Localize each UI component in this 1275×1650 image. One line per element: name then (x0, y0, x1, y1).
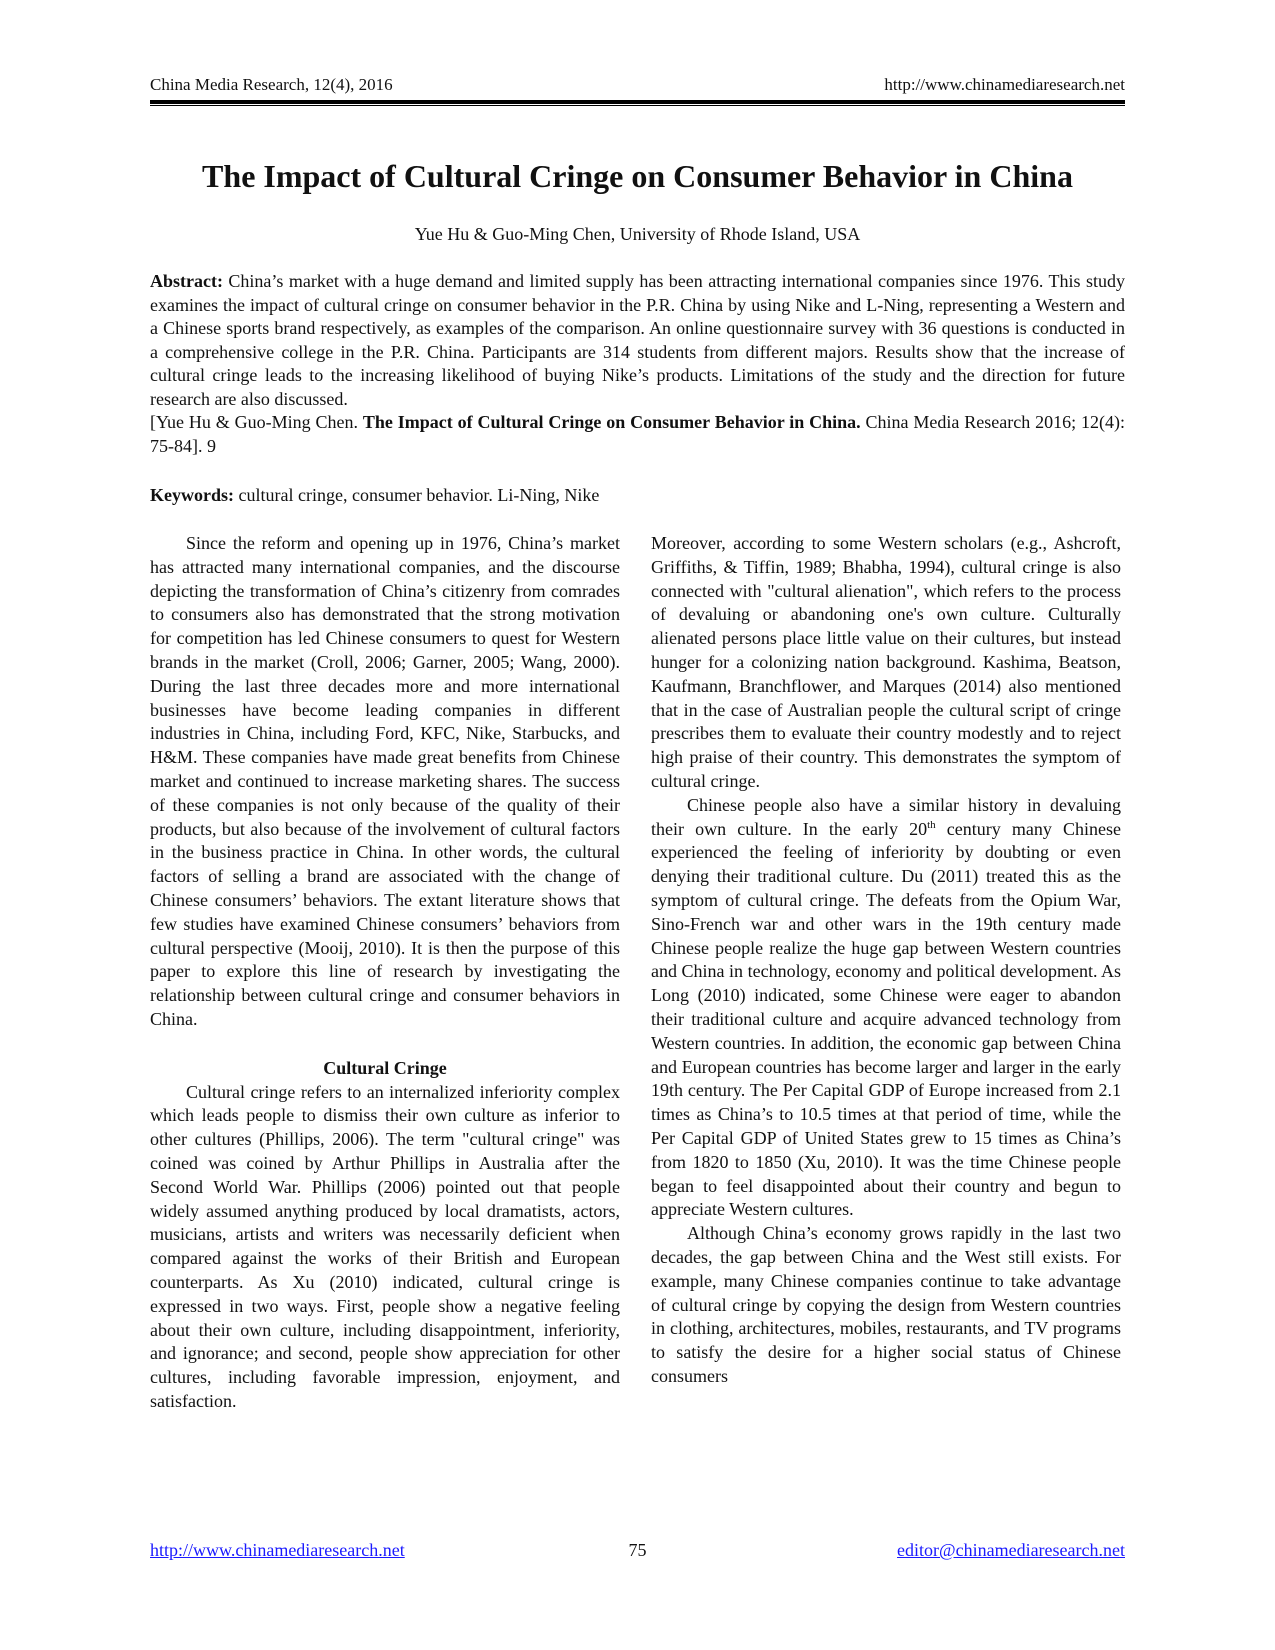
abstract-text: China’s market with a huge demand and limited supply has been attracting international companies since 1976. This study examines the impact of cultural cringe on consumer behavior in the P.R. China by using Nike and L-Ning, representing a Western and a Chinese sports brand respectively, as examples of the comparison. An online questionnaire survey with 36 questions is conducted in a comprehensive college in the P.R. China. Participants are 314 students from different majors. Results show that the increase of cultural cringe leads to the increasing likelihood of buying Nike’s products. Limitations of the study and the direction for future research are also discussed. (150, 271, 1125, 409)
journal-issue: China Media Research, 12(4), 2016 (150, 75, 393, 94)
right-column (651, 532, 1121, 1389)
abstract-block (150, 270, 1125, 458)
paper-title: The Impact of Cultural Cringe on Consumer Behavior in China (202, 158, 1073, 194)
running-header (150, 74, 1125, 100)
footer-website-link[interactable]: http://www.chinamediaresearch.net (150, 1540, 405, 1560)
paragraph-text: century many Chinese experienced the feeling of inferiority by doubting or even denying their traditional culture. Du (2011) treated this as the symptom of cultural cringe. The defeats from the Opium War, Sino-French war and other wars in the 19th century made Chinese people realize the huge gap between Western countries and China in technology, economy and political development. As Long (2010) indicated, some Chinese were eager to abandon their traditional culture and acquire advanced technology from Western countries. In addition, the economic gap between China and European countries has become larger and larger in the early 19th century. The Per Capital GDP of Europe increased from 2.1 times as China’s to 10.5 times at that period of time, while the Per Capital GDP of United States grew to 15 times as China’s from 1820 to 1850 (Xu, 2010). It was the time Chinese people began to feel disappointed about their country and begun to appreciate Western cultures. (651, 818, 1121, 1220)
author-line: Yue Hu & Guo-Ming Chen, University of Rhode Island, USA (414, 224, 861, 244)
abstract-paragraph (150, 270, 1125, 411)
header-rule (150, 100, 1125, 106)
paragraph-text: Chinese people also have a similar history in devaluing their own culture. In the early 20 (651, 794, 1121, 839)
keywords-text: cultural cringe, consumer behavior. Li-Ning, Nike (234, 485, 600, 505)
citation-line (150, 411, 1125, 458)
body-paragraph: Since the reform and opening up in 1976, China’s market has attracted many international companies, and the discourse depicting the transformation of China’s citizenry from comrades to consumers also has demonstrated that the strong motivation for competition has led Chinese consumers to quest for Western brands in the market (Croll, 2006; Garner, 2005; Wang, 2000). During the last three decades more and more international businesses have become leading companies in different industries in China, including Ford, KFC, Nike, Starbucks, and H&M. These companies have made great benefits from Chinese market and continued to increase marketing shares. The success of these companies is not only because of the quality of their products, but also because of the involvement of cultural factors in the business practice in China. In other words, the cultural factors of selling a brand are associated with the change of Chinese consumers’ behaviors. The extant literature shows that few studies have examined Chinese consumers’ behaviors from cultural perspective (Mooij, 2010). It is then the purpose of this paper to explore this line of research by investigating the relationship between cultural cringe and consumer behaviors in China. (150, 533, 620, 1029)
body-paragraph: Cultural cringe refers to an internalized inferiority complex which leads people to dismiss their own culture as inferior to other cultures (Phillips, 2006). The term "cultural cringe" was coined was coined by Arthur Phillips in Australia after the Second World War. Phillips (2006) pointed out that people widely assumed anything produced by local dramatists, actors, musicians, artists and writers was necessarily deficient when compared against the works of their British and European counterparts. As Xu (2010) indicated, cultural cringe is expressed in two ways. First, people show a negative feeling about their own culture, including disappointment, inferiority, and ignorance; and second, people show appreciation for other cultures, including favorable impression, enjoyment, and satisfaction. (150, 1081, 620, 1411)
footer-email-link[interactable]: editor@chinamediaresearch.net (897, 1540, 1125, 1560)
keywords-line (150, 484, 1125, 508)
journal-website: http://www.chinamediaresearch.net (884, 75, 1125, 94)
body-paragraph (651, 794, 1121, 1222)
page-number: 75 (628, 1540, 647, 1560)
page-footer (150, 1538, 1125, 1564)
abstract-label: Abstract: (150, 271, 223, 291)
ordinal-superscript: th (927, 818, 936, 831)
section-heading: Cultural Cringe (323, 1057, 447, 1078)
citation-title: The Impact of Cultural Cringe on Consumer Behavior in China. (362, 412, 861, 432)
left-column (150, 532, 620, 1414)
keywords-label: Keywords: (150, 485, 234, 505)
citation-suffix: China Media Research 2016; 12(4): 75-84]. 9 (150, 412, 1125, 456)
body-paragraph: Although China’s economy grows rapidly in the last two decades, the gap between China and the West still exists. For example, many Chinese companies continue to take advantage of cultural cringe by copying the design from Western countries in clothing, architectures, mobiles, restaurants, and TV programs to satisfy the desire for a higher social status of Chinese consumers (651, 1223, 1121, 1386)
body-paragraph: Moreover, according to some Western scholars (e.g., Ashcroft, Griffiths, & Tiffin, 1989; Bhabha, 1994), cultural cringe is also connected with "cultural alienation", which refers to the process of devaluing or abandoning one's own culture. Culturally alienated persons place little value on their cultures, but instead hunger for a colonizing nation background. Kashima, Beatson, Kaufmann, Branchflower, and Marques (2014) also mentioned that in the case of Australian people the cultural script of cringe prescribes them to evaluate their country modestly and to reject high praise of their country. This demonstrates the symptom of cultural cringe. (651, 533, 1121, 791)
citation-prefix: [Yue Hu & Guo-Ming Chen. (150, 412, 363, 432)
